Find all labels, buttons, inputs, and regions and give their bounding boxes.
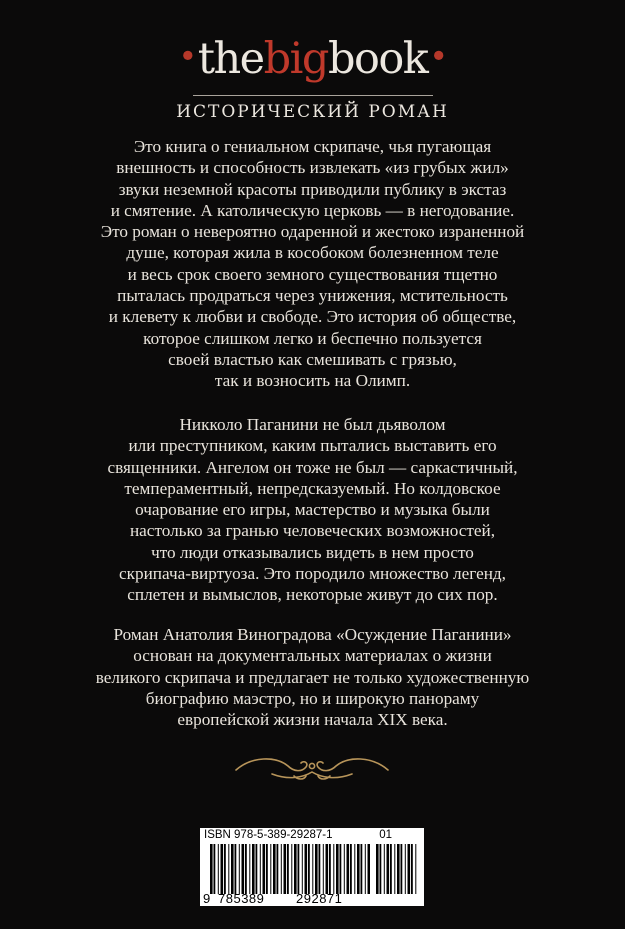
isbn-label: ISBN 978-5-389-29287-1 <box>204 829 333 841</box>
barcode-addon-bars <box>376 844 420 894</box>
barcode-bar <box>260 844 261 894</box>
paragraph-line: Это книга о гениальном скрипаче, чья пугающая <box>133 137 492 156</box>
barcode-bar <box>344 844 345 894</box>
barcode-bar <box>333 844 334 894</box>
barcode-bar <box>390 844 392 894</box>
barcode-bar <box>298 844 300 894</box>
barcode-bar <box>376 844 379 894</box>
barcode-bar <box>256 844 258 894</box>
barcode-bars <box>210 844 370 894</box>
paragraph-line: душе, которая жила в кособоком болезненном теле <box>126 243 499 263</box>
barcode-bar <box>302 844 303 894</box>
paragraph-line: Это роман о невероятно одаренной и жестоко израненной <box>100 222 525 242</box>
paragraph-line: очарование его игры, мастерство и музыка были <box>135 500 490 520</box>
barcode-bar <box>368 844 371 894</box>
barcode-digit-first: 9 <box>203 891 211 906</box>
barcode-bar <box>329 844 331 894</box>
paragraph-line: сплетен и вымыслов, некоторые живут до сих пор. <box>127 585 498 605</box>
barcode-bar <box>357 844 360 894</box>
barcode-bar <box>397 844 400 894</box>
barcode-bar <box>336 844 339 894</box>
paragraph-line: великого скрипача и предлагает не только художественную <box>95 667 530 687</box>
barcode-bar <box>380 844 382 894</box>
barcode-bar <box>273 844 276 894</box>
barcode-bar <box>218 844 219 894</box>
barcode-bar <box>340 844 342 894</box>
paragraph-line: которое слишком легко и беспечно пользуется <box>143 328 482 348</box>
barcode-bar <box>249 844 250 894</box>
isbn-addon-code: 01 <box>379 829 392 841</box>
barcode-bar <box>294 844 297 894</box>
barcode-bar <box>323 844 324 894</box>
paragraph-line: звуки неземной красоты приводили публику в экстаз <box>118 179 507 199</box>
series-subtitle: ИСТОРИЧЕСКИЙ РОМАН <box>176 102 449 122</box>
paragraph-line: настолько за гранью человеческих возможностей, <box>129 521 495 541</box>
annotation-paragraph-3 <box>40 624 585 730</box>
barcode-bar <box>387 844 390 894</box>
barcode-bar <box>245 844 247 894</box>
barcode-digits-group-2: 292871 <box>296 891 343 906</box>
barcode-bar <box>405 844 406 894</box>
logo-divider <box>193 95 433 96</box>
paragraph-line: и весь срок своего земного существования тщетно <box>127 264 498 284</box>
paragraph-line: Никколо Паганини не был дьяволом <box>179 415 446 434</box>
barcode-bar <box>242 844 245 894</box>
barcode-bar <box>210 844 213 894</box>
paragraph-line: основан на документальных материалах о жизни <box>133 646 492 666</box>
barcode-bar <box>361 844 363 894</box>
barcode-bar <box>277 844 279 894</box>
annotation-paragraph-1 <box>40 136 585 392</box>
barcode-bar <box>291 844 292 894</box>
paragraph-line: и клевету к любви и свободе. Это история об обществе, <box>108 307 517 327</box>
paragraph-line: пыталась продраться через унижения, мстительность <box>117 286 508 306</box>
barcode-bar <box>384 844 385 894</box>
logo-dot-right: • <box>429 37 447 75</box>
barcode-bar <box>224 844 226 894</box>
barcode-bar <box>365 844 366 894</box>
annotation-paragraph-2 <box>40 414 585 606</box>
isbn-barcode <box>200 828 424 906</box>
barcode-bar <box>231 844 234 894</box>
paragraph-line: своей властью как смешивать с грязью, <box>168 349 457 369</box>
barcode-bar <box>308 844 310 894</box>
logo-the: the <box>197 34 264 84</box>
barcode-bar <box>305 844 308 894</box>
barcode-digits-group-1: 785389 <box>218 891 265 906</box>
barcode-bar <box>287 844 289 894</box>
paragraph-line: скрипача-виртуоза. Это породило множество легенд, <box>119 564 506 584</box>
paragraph-line: и смятение. А католическую церковь — в негодование. <box>110 200 515 220</box>
paragraph-line: так и возносить на Олимп. <box>214 371 411 391</box>
barcode-bar <box>350 844 352 894</box>
paragraph-line: что люди отказывались видеть в нем просто <box>151 542 474 562</box>
barcode-bar <box>411 844 413 894</box>
logo-big: big <box>263 34 328 84</box>
barcode-bar <box>284 844 287 894</box>
barcode-bar <box>228 844 229 894</box>
barcode-bar <box>312 844 313 894</box>
publisher-logo <box>0 34 625 84</box>
barcode-bar <box>281 844 282 894</box>
paragraph-line: Роман Анатолия Виноградова «Осуждение Паганини» <box>113 625 512 644</box>
barcode-bar <box>354 844 355 894</box>
barcode-bar <box>263 844 266 894</box>
logo-book: book <box>327 34 428 84</box>
barcode-bar <box>401 844 403 894</box>
flourish-ornament-icon <box>232 752 392 782</box>
paragraph-line: внешность и способность извлекать «из грубых жил» <box>116 158 509 178</box>
logo-dot-left: • <box>178 37 196 75</box>
barcode-bar <box>347 844 350 894</box>
barcode-bar <box>239 844 240 894</box>
barcode-bar <box>221 844 224 894</box>
barcode-bar <box>319 844 321 894</box>
barcode-bar <box>326 844 329 894</box>
barcode-bar <box>266 844 268 894</box>
barcode-bar <box>235 844 237 894</box>
barcode-bar <box>394 844 395 894</box>
barcode-bar <box>252 844 255 894</box>
paragraph-line: священники. Ангелом он тоже не был — саркастичный, <box>107 457 518 477</box>
paragraph-line: темпераментный, непредсказуемый. Но колдовское <box>124 478 501 498</box>
paragraph-line: европейской жизни начала XIX века. <box>177 710 448 730</box>
barcode-bar <box>214 844 216 894</box>
barcode-bar <box>270 844 271 894</box>
barcode-bar <box>415 844 416 894</box>
paragraph-line: или преступником, каким пытались выставить его <box>128 436 497 456</box>
barcode-bar <box>315 844 318 894</box>
barcode-bar <box>408 844 411 894</box>
paragraph-line: биографию маэстро, но и широкую панораму <box>145 688 480 708</box>
